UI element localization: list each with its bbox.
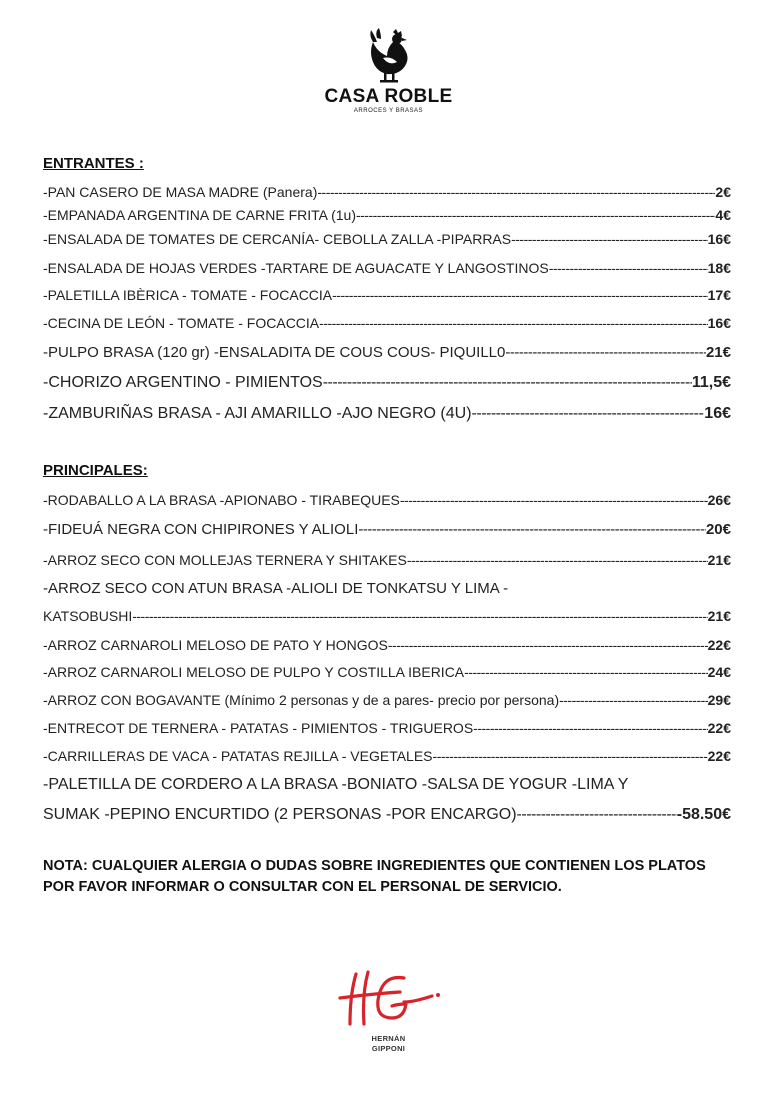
item-price: 22€ — [707, 720, 731, 736]
leader-dots — [317, 184, 715, 200]
item-name: -ZAMBURIÑAS BRASA - AJI AMARILLO -AJO NEGRO (4U) — [43, 405, 472, 422]
menu-item — [43, 806, 731, 824]
item-name-line1: -ARROZ SECO CON ATUN BRASA -ALIOLI DE TONKATSU Y LIMA - — [43, 580, 509, 597]
menu-item — [43, 184, 731, 200]
item-price: 21€ — [707, 608, 731, 624]
item-name: -CARRILLERAS DE VACA - PATATAS REJILLA - VEGETALES — [43, 748, 433, 764]
item-name: -ENSALADA DE TOMATES DE CERCANÍA- CEBOLLA ZALLA -PIPARRAS — [43, 231, 512, 247]
item-name: -CHORIZO ARGENTINO - PIMIENTOS — [43, 374, 323, 391]
leader-dots — [433, 748, 708, 764]
item-price: 11,5€ — [691, 374, 731, 391]
leader-dots — [473, 720, 707, 736]
brand-name: CASA ROBLE — [324, 86, 453, 107]
item-price: 21€ — [707, 552, 731, 568]
rooster-icon — [367, 28, 411, 84]
leader-dots — [505, 344, 706, 361]
item-price: 24€ — [707, 664, 731, 680]
menu-item — [43, 521, 731, 538]
item-name: -RODABALLO A LA BRASA -APIONABO - TIRABEQUES — [43, 492, 400, 508]
leader-dots — [358, 521, 706, 538]
item-name: -ENSALADA DE HOJAS VERDES -TARTARE DE AGUACATE Y LANGOSTINOS — [43, 260, 549, 276]
item-price: 4€ — [715, 207, 731, 223]
menu-item — [43, 287, 731, 303]
item-price: 16€ — [704, 405, 731, 422]
item-name: -ENTRECOT DE TERNERA - PATATAS - PIMIENTOS - TRIGUEROS — [43, 720, 474, 736]
menu-item — [43, 664, 731, 680]
leader-dots — [388, 637, 708, 653]
item-price: 18€ — [707, 260, 731, 276]
item-name: -ARROZ SECO CON MOLLEJAS TERNERA Y SHITAKES — [43, 552, 407, 568]
item-name: -PULPO BRASA (120 gr) -ENSALADITA DE COUS COUS- PIQUILL0 — [43, 344, 506, 361]
item-name: -FIDEUÁ NEGRA CON CHIPIRONES Y ALIOLI — [43, 521, 359, 538]
item-name: -ARROZ CON BOGAVANTE (Mínimo 2 personas y de a pares- precio por persona) — [43, 692, 560, 708]
leader-dots — [407, 552, 708, 568]
item-price: 21€ — [705, 344, 731, 361]
item-name: -ARROZ CARNAROLI MELOSO DE PULPO Y COSTILLA IBERICA — [43, 664, 465, 680]
menu-item — [43, 374, 731, 392]
item-price: 26€ — [707, 492, 731, 508]
item-price: 22€ — [707, 748, 731, 764]
signature-name-first: HERNÁN — [371, 1034, 406, 1043]
leader-dots — [400, 492, 708, 508]
allergy-note: NOTA: CUALQUIER ALERGIA O DUDAS SOBRE INGREDIENTES QUE CONTIENEN LOS PLATOS POR FAVOR INFORMAR O CONSULTAR CON EL PERSONAL DE SERVICIO. — [43, 858, 706, 895]
menu-item — [43, 692, 731, 708]
item-price: 16€ — [707, 231, 731, 247]
menu-item — [43, 207, 731, 223]
signature-logo — [0, 968, 777, 1054]
item-price: -58.50€ — [676, 806, 731, 823]
entrantes-heading: ENTRANTES : — [43, 155, 144, 172]
item-name: -ARROZ CARNAROLI MELOSO DE PATO Y HONGOS — [43, 637, 388, 653]
item-name: SUMAK -PEPINO ENCURTIDO (2 PERSONAS -POR ENCARGO) — [43, 806, 517, 823]
item-price: 16€ — [707, 315, 731, 331]
item-name: -PALETILLA IBÈRICA - TOMATE - FOCACCIA — [43, 287, 333, 303]
signature-name-last: GIPPONI — [371, 1044, 406, 1053]
item-name: KATSOBUSHI — [43, 608, 133, 624]
leader-dots — [332, 287, 708, 303]
item-price: 22€ — [707, 637, 731, 653]
menu-item — [43, 344, 731, 361]
brand-tagline: ARROCES Y BRASAS — [353, 108, 424, 114]
leader-dots — [517, 806, 677, 824]
menu-item — [43, 552, 731, 568]
principales-heading: PRINCIPALES: — [43, 462, 148, 479]
menu-item — [43, 492, 731, 508]
menu-item — [43, 748, 731, 764]
brand-logo — [0, 28, 777, 114]
item-price: 20€ — [705, 521, 731, 538]
leader-dots — [464, 664, 707, 680]
menu-item — [43, 720, 731, 736]
item-name-line1: -PALETILLA DE CORDERO A LA BRASA -BONIATO -SALSA DE YOGUR -LIMA Y — [43, 776, 629, 793]
leader-dots — [319, 315, 707, 331]
menu-item — [43, 637, 731, 653]
menu-item — [43, 315, 731, 331]
menu-item — [43, 260, 731, 276]
leader-dots — [472, 405, 705, 423]
leader-dots — [511, 231, 708, 247]
leader-dots — [132, 608, 707, 624]
item-price: 17€ — [707, 287, 731, 303]
hg-signature-icon — [334, 968, 444, 1034]
leader-dots — [356, 207, 715, 223]
item-name: -EMPANADA ARGENTINA DE CARNE FRITA (1u) — [43, 207, 356, 223]
menu-item — [43, 405, 731, 423]
menu-item — [43, 231, 731, 247]
item-name: -PAN CASERO DE MASA MADRE (Panera) — [43, 184, 318, 200]
leader-dots — [559, 692, 708, 708]
menu-item — [43, 608, 731, 624]
item-name: -CECINA DE LEÓN - TOMATE - FOCACCIA — [43, 315, 320, 331]
leader-dots — [549, 260, 708, 276]
leader-dots — [323, 374, 692, 392]
item-price: 29€ — [707, 692, 731, 708]
item-price: 2€ — [715, 184, 731, 200]
